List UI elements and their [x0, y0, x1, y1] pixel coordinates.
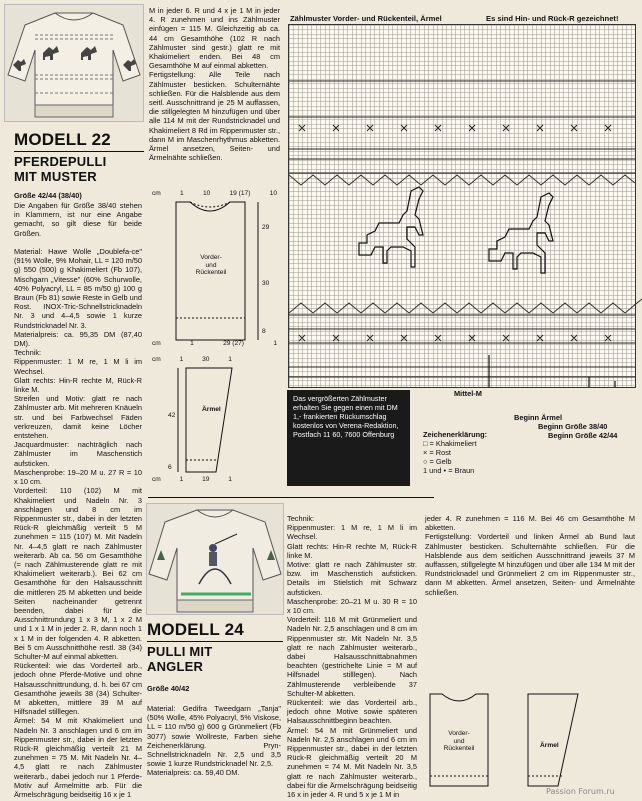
legend-label: = Braun: [448, 466, 475, 475]
schema-22-sleeve-bottom-dims: [152, 476, 232, 484]
modell-24-title: MODELL 24: [147, 620, 244, 639]
chart-header-right: Es sind Hin- und Rück-R gezeichnet!: [486, 14, 619, 23]
chart-beginn-42-label: Beginn Größe 42/44: [548, 431, 618, 440]
schema-modell-22: [150, 188, 282, 488]
modell-22-instructions-col2: M in jeder 6. R und 4 x je 1 M in jeder 4. R zunehmen und ins Zählmuster einfügen = 115 M. Gleichzeitig ab ca. 44 cm Gesamthöhe (102 R nach Zählmuster sind gestr.) glatt re mit Khakimeliert enden. Bei 48 cm Gesamthöhe M auf einmal abketten. Fertigstellung: Alle Teile nach Zählmuster besticken. Schulternähte schließen. Für die Halsblende aus dem seitl. Ausschnittrand je 25 M auffassen, die stillgelegten M hinzufügen und über alle 114 M mit der Rundstricknadel und Khakimeliert 8 Rd im Rippenmuster str., dann M im Maschenrhythmus abketten. Ärmel ansetzen, Seiten- und Ärmelnähte schließen.: [149, 6, 280, 163]
service-notice-box: Das vergrößerten Zählmuster erhalten Sie gegen einen mit DM 1,- frankierten Rückumschlag kostenlos von Verena-Redaktion, Postfach 11 60, 7600 Offenburg: [287, 390, 410, 486]
dim: 42: [168, 412, 176, 419]
dim: 29 (27): [223, 340, 244, 347]
dim: 30: [202, 356, 210, 363]
dim: 6: [168, 464, 172, 471]
dim: cm: [152, 476, 161, 483]
schema-modell-24: [422, 686, 636, 796]
dim: 29: [262, 224, 270, 231]
dim: 8: [262, 328, 266, 335]
chart-header-left: Zählmuster Vorder- und Rückenteil, Ärmel: [290, 14, 442, 23]
knitting-chart: [288, 24, 636, 388]
sleeve-label: Ärmel: [202, 406, 221, 413]
dim: 19 (17): [229, 190, 251, 197]
piece-label-front-back: [436, 730, 482, 753]
legend-item: [423, 439, 523, 448]
legend-symbol: ×: [423, 448, 428, 457]
dim: 1: [273, 340, 277, 347]
section-divider: [148, 497, 434, 498]
modell-22-title: MODELL 22: [14, 130, 111, 149]
legend-label: = Rost: [429, 448, 451, 457]
schema-22-top-dims: [152, 190, 277, 198]
label-line: Rückenteil: [443, 745, 475, 753]
legend-symbol: ○: [423, 457, 428, 466]
chart-beginn-aermel-label: Beginn Ärmel: [514, 413, 563, 422]
modell-24-instructions-col1: Material: Gedifra Tweedgarn „Tanja" (50% Wolle, 45% Polyacryl, 5% Viskose, LL = 110 m/50 g) 600 g Grünmeliert (Fb 3077) sowie Wollreste, Farben siehe Zeichenerklärung. Pryn-Schnellstricknadeln Nr. 2,5 und 3,5 sowie 1 kurze Rundstricknadel Nr. 2,5. Materialpreis: ca. 59,40 DM.: [147, 704, 281, 778]
dim: 19: [202, 476, 210, 483]
label-line: Rückenteil: [195, 269, 227, 277]
label-line: und: [205, 261, 217, 269]
dim: cm: [152, 356, 161, 363]
sleeve-label: Ärmel: [540, 742, 559, 749]
modell-22-heading: [14, 130, 144, 184]
chart-beginn-38-label: Beginn Größe 38/40: [538, 422, 608, 431]
dim: 10: [269, 190, 277, 197]
modell-24-subtitle-2: ANGLER: [147, 659, 204, 674]
label-line: Vorder-: [200, 254, 222, 261]
modell-24-subtitle-1: PULLI MIT: [147, 644, 213, 659]
legend-symbol: 1 und •: [423, 466, 447, 475]
dim: cm: [152, 340, 161, 347]
modell-22-subtitle-2: MIT MUSTER: [14, 169, 97, 184]
modell-22-instructions-col1: Die Angaben für Größe 38/40 stehen in Klammern, ist nur eine Angabe gemacht, so gilt diese für beide Größen. Material: Hawe Wolle „Doublefa-ce" (91% Wolle, 9% Mohair, LL = 120 m/50 g) 550 (500) g Khakimeliert (Fb 107), Mischgarn „Vitesse" (60% Schurwolle, 40% Polyacryl, LL = 85 m/50 g) 100 g Braun (Fb 81) sowie Reste in Gelb und Rost. INOX-Tric-Schnellstricknadeln Nr. 3 und 4–4,5 sowie 1 kurze Rundstricknadel Nr. 3. Materialpreis: ca. 95,35 DM (87,40 DM). Technik: Rippenmuster: 1 M re, 1 M li im Wechsel. Glatt rechts: Hin-R rechte M, Rück-R linke M. Streifen und Motiv: glatt re nach Zählmuster arb. Mit mehreren Knäueln str. und bei Farbwechsel Fäden verkreuzen, damit keine Löcher entstehen. Jacquardmuster: nachträglich nach Zählmuster im Maschenstich aufsticken. Maschenprobe: 19–20 M u. 27 R = 10 x 10 cm. Vorderteil: 110 (102) M mit Khakimeliert und Nadeln Nr. 3 anschlagen und 8 cm im Rippenmuster str., dabei in der letzten Rück-R gleichmäßig verteilt 5 M zunehmen = 115 (107) M. Mit Nadeln Nr. 4–4,5 glatt re nach Zählmuster weiterarb. Ab ca. 56 cm Gesamthöhe (= nach Zählmusterende glatt re mit Khakimeliert weiterarb.). Bei 62 cm Gesamthöhe für den Halsausschnitt die mittleren 25 M abketten und beide Seiten nacheinander getrennt beenden, dabei für die Ausschnittrundung 1 x 3 M, 1 x 2 M und 1 x 1 M in jeder 2. R, dann noch 1 x 1 M in der folgenden 4. R abketten. Bei 5 cm Ausschnitthöhe restl. 38 (34) Schulter-M auf einmal abketten. Rückenteil: wie das Vorderteil arb., jedoch ohne Pferde-Motive und ohne Halsausschnittrundung, d. h. bei 67 cm Gesamthöhe jeweils 38 (34) Schulter-M abketten, mittlere 39 M auf Hilfsnadel stilllegen. Ärmel: 54 M mit Khakimeliert und Nadeln Nr. 3 anschlagen und 6 cm im Rippenmuster str., dabei in der letzten Rück-R gleichmäßig verteilt 21 M zunehmen = 75 M. Mit Nadeln Nr. 4–4,5 glatt re nach Zählmuster weiterarb., dabei jedoch nur 1 Pferde-Motiv auf Ärmelmitte arb. Für die Ärmelschrägung beidseitig 16 x je 1: [14, 201, 142, 799]
dim: 1: [179, 476, 184, 483]
piece-label-front-back: [188, 254, 234, 277]
schema-22-bottom-dims: [152, 340, 277, 348]
dim: cm: [152, 190, 161, 197]
legend-label: = Gelb: [429, 457, 452, 466]
dim: 1: [228, 356, 232, 363]
dim: 1: [190, 340, 194, 347]
legend-title: Zeichenerklärung:: [423, 430, 488, 439]
chart-mittel-m-label: Mittel-M: [454, 389, 482, 398]
sweater-photo-modell-24: [146, 503, 284, 615]
chart-legend: [423, 430, 523, 475]
modell-24-instructions-col3: jeder 4. R zunehmen = 116 M. Bei 46 cm Gesamthöhe M abketten. Fertigstellung: Vorderteil und linken Ärmel ab Bund laut Zählmuster besticken. Schulternähte schließen. Für die Halsblende aus dem seitlichen Ausschnittrand jeweils 37 M auffassen, stillgelegte M hinzufügen und über alle 134 M mit der Rundstricknadel und Grünmeliert 2 cm im Rippenmuster str., dann M abketten. Ärmel ansetzen, Seiten- und Ärmelnähte schließen.: [425, 514, 635, 597]
dim: 1: [228, 476, 232, 483]
modell-24-instructions-col2: Technik: Rippenmuster: 1 M re, 1 M li im Wechsel. Glatt rechts: Hin-R rechte M, Rück-R linke M. Motive: glatt re nach Zählmuster str. bzw. im Maschenstich aufsticken. Details im Stielstich mit Schwarz aufsticken. Maschenprobe: 20–21 M u. 30 R = 10 x 10 cm. Vorderteil: 116 M mit Grünmeliert und Nadeln Nr. 2,5 anschlagen und 8 cm im Rippenmuster str. Mit Nadeln Nr. 3,5 glatt re nach Zählmuster weiterarb., dabei Halsausschnittabnahmen beachten (gestrichelte Linie = M auf Hilfsnadel stilllegen). Nach Zählmusterende verbleibende 37 Schulter-M abketten. Rückenteil: wie das Vorderteil arb., jedoch ohne Motive sowie späteren Halsausschnittbeginn beachten. Ärmel: 54 M mit Grünmeliert und Nadeln Nr. 2,5 anschlagen und 6 cm im Rippenmuster str., dabei in der letzten Rück-R gleichmäßig verteilt 20 M zunehmen = 74 M. Mit Nadeln Nr. 3,5 glatt re nach Zählmuster weiterarb., dabei für die Ärmelschrägung beidseitig 16 x in jeder 4. R und 5 x je 1 M in: [287, 514, 417, 800]
legend-item: [423, 466, 523, 475]
dim: 1: [180, 190, 184, 197]
modell-22-size: Größe 42/44 (38/40): [14, 191, 82, 200]
modell-22-subtitle-1: PFERDEPULLI: [14, 154, 107, 169]
dim: 1: [179, 356, 184, 363]
dim: 10: [202, 190, 211, 197]
sweater-photo-modell-22: [4, 4, 144, 122]
legend-symbol: □: [423, 439, 428, 448]
label-line: und: [453, 737, 465, 745]
modell-24-size: Größe 40/42: [147, 684, 190, 693]
dim: 30: [262, 280, 270, 287]
legend-label: = Khakimeliert: [429, 439, 477, 448]
legend-item: [423, 457, 523, 466]
schema-22-sleeve-top-dims: [152, 356, 232, 364]
label-line: Vorder-: [448, 730, 470, 737]
legend-item: [423, 448, 523, 457]
watermark: Passion Forum.ru: [546, 787, 615, 796]
modell-24-heading: [147, 620, 283, 674]
